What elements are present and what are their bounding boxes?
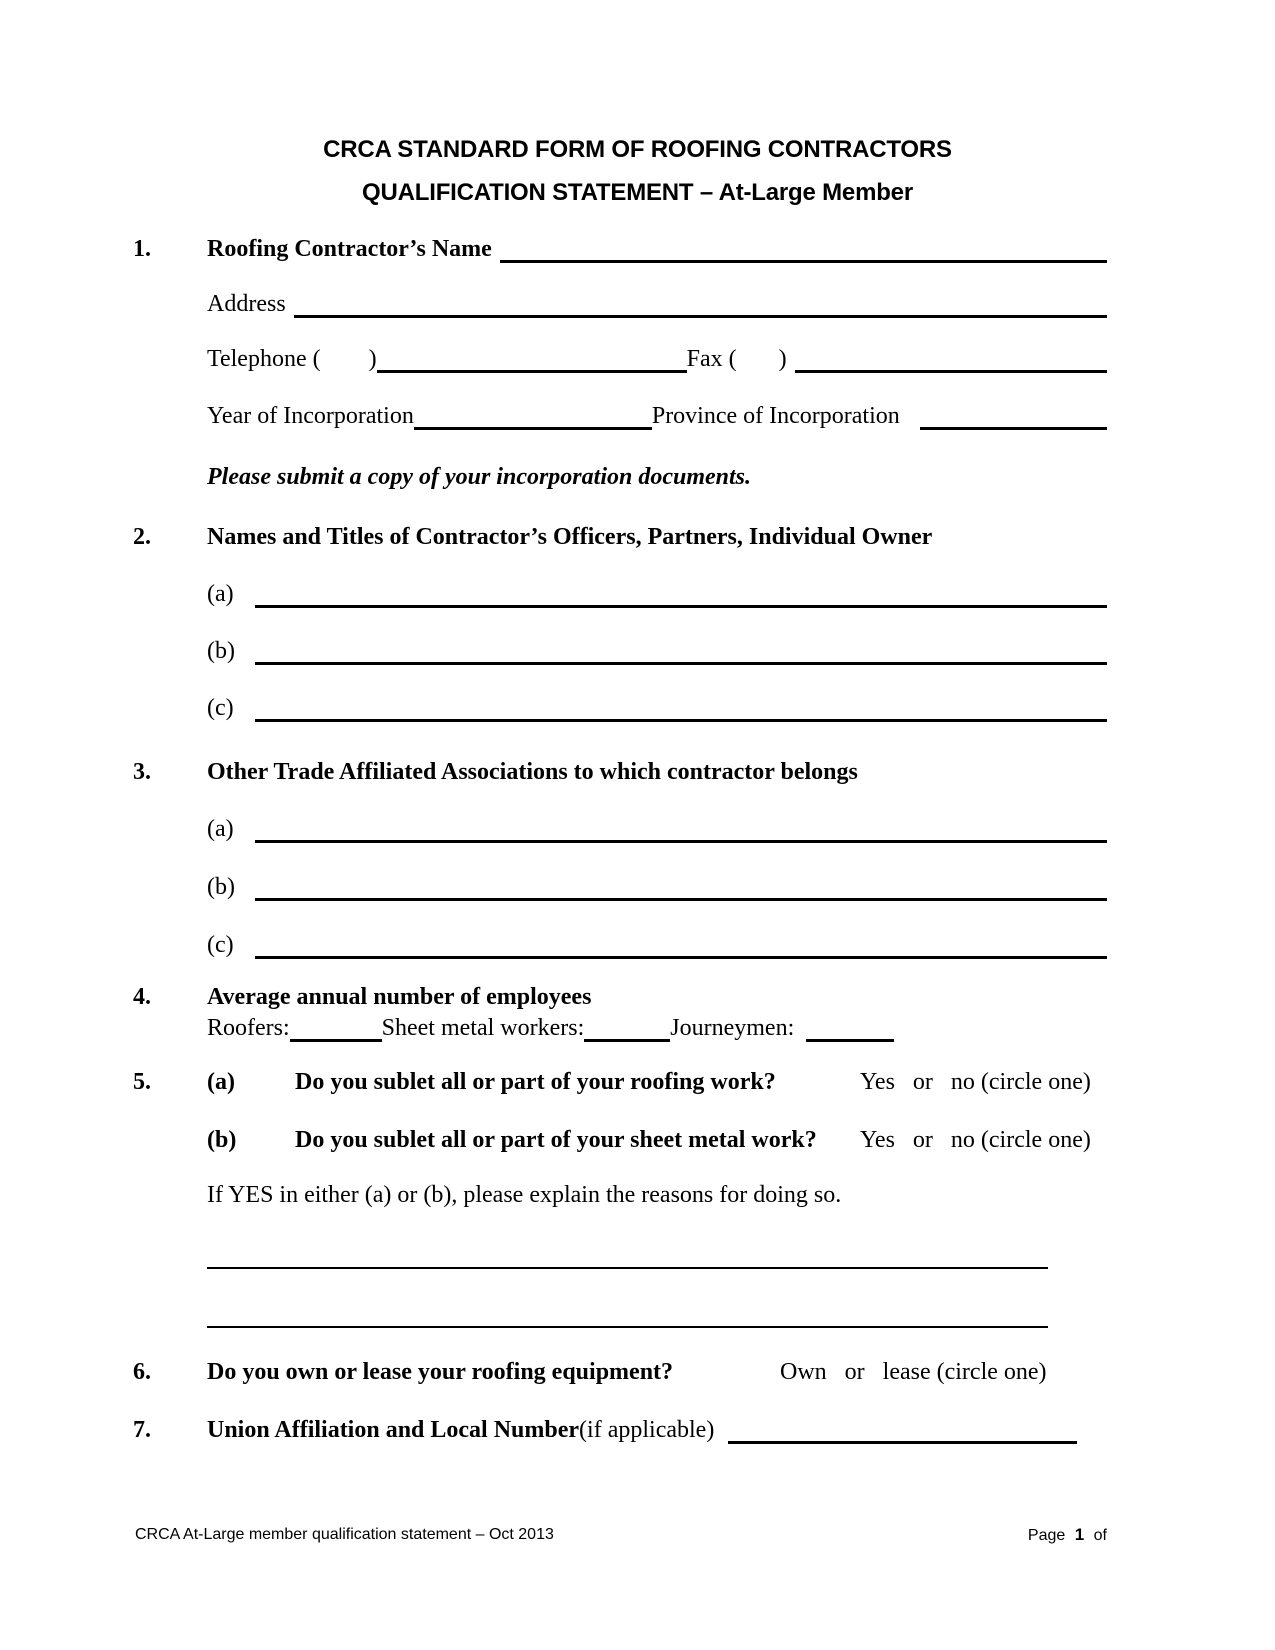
footer-page-indicator [1028, 1524, 1107, 1547]
item-2a-label: (a) [207, 581, 234, 607]
item-6-number: 6. [133, 1359, 151, 1385]
explain-label: If YES in either (a) or (b), please explain the reasons for doing so. [207, 1182, 842, 1208]
incorporation-note: Please submit a copy of your incorporation documents. [207, 464, 752, 490]
item-5a-label: (a) [207, 1069, 235, 1095]
num-spacer [133, 637, 207, 665]
item-2b-row [133, 637, 1107, 665]
item-5b-options[interactable]: Yes or no (circle one) [860, 1127, 1091, 1153]
incorporation-note-row [133, 463, 1107, 491]
footer-page-number: 1 [1074, 1525, 1085, 1544]
num-spacer [133, 931, 207, 959]
num-spacer [133, 1014, 207, 1042]
num-spacer [133, 694, 207, 722]
item-7-row [133, 1416, 1107, 1444]
title-line-2: QUALIFICATION STATEMENT – At-Large Member [362, 179, 913, 206]
fax-label: Fax ( ) [686, 346, 787, 372]
union-affiliation-blank[interactable] [728, 1416, 1077, 1444]
title-line-1: CRCA STANDARD FORM OF ROOFING CONTRACTORS [323, 136, 952, 163]
num-spacer [133, 1126, 207, 1154]
item-4-row [133, 983, 1107, 1011]
fax-blank[interactable] [795, 345, 1107, 373]
footer-page-suffix: of [1093, 1527, 1107, 1544]
address-label: Address [207, 291, 286, 317]
num-spacer [133, 873, 207, 901]
item-2b-label: (b) [207, 638, 235, 664]
item-5a-row [133, 1068, 1107, 1096]
document-title [0, 128, 1275, 214]
association-c-blank[interactable] [255, 931, 1107, 959]
item-3-label: Other Trade Affiliated Associations to which contractor belongs [207, 759, 858, 785]
num-spacer [133, 463, 207, 491]
item-3c-row [133, 931, 1107, 959]
footer-document-name: CRCA At-Large member qualification statement – Oct 2013 [135, 1526, 554, 1543]
province-incorporation-blank[interactable] [920, 402, 1107, 430]
item-3-number: 3. [133, 759, 151, 785]
contractor-name-blank[interactable] [500, 235, 1107, 263]
item-6-options[interactable]: Own or lease (circle one) [780, 1359, 1047, 1385]
sheet-metal-workers-label: Sheet metal workers: [381, 1015, 585, 1041]
journeymen-blank[interactable] [806, 1014, 894, 1042]
item-7-number: 7. [133, 1417, 151, 1443]
item-4-label: Average annual number of employees [207, 984, 592, 1010]
telephone-label: Telephone ( ) [207, 346, 377, 372]
item-3c-label: (c) [207, 932, 234, 958]
page-footer [135, 1524, 1107, 1547]
num-spacer [133, 1181, 207, 1209]
telephone-blank[interactable] [377, 345, 687, 373]
item-3b-label: (b) [207, 874, 235, 900]
item-2c-label: (c) [207, 695, 234, 721]
item-6-row [133, 1358, 1107, 1386]
officer-b-blank[interactable] [255, 637, 1107, 665]
item-1-label: Roofing Contractor’s Name [207, 236, 492, 262]
item-5b-question: Do you sublet all or part of your sheet metal work? [295, 1127, 817, 1153]
item-6-label: Do you own or lease your roofing equipment? [207, 1359, 674, 1385]
association-b-blank[interactable] [255, 873, 1107, 901]
item-5a-options[interactable]: Yes or no (circle one) [860, 1069, 1091, 1095]
footer-page-label: Page [1027, 1527, 1066, 1544]
explanation-blank-2[interactable] [207, 1326, 1048, 1328]
address-row [133, 290, 1107, 318]
address-blank[interactable] [294, 290, 1107, 318]
item-7-label: Union Affiliation and Local Number [207, 1417, 580, 1443]
num-spacer [133, 345, 207, 373]
item-2-number: 2. [133, 524, 151, 550]
sheet-metal-workers-blank[interactable] [584, 1014, 670, 1042]
item-2c-row [133, 694, 1107, 722]
item-7-suffix: (if applicable) [579, 1417, 715, 1443]
year-incorporation-label: Year of Incorporation [207, 403, 414, 429]
year-incorporation-blank[interactable] [414, 402, 652, 430]
item-1-row [133, 235, 1107, 263]
item-3-row [133, 758, 1107, 786]
incorporation-row [133, 402, 1107, 430]
item-1-number: 1. [133, 236, 151, 262]
item-5-number: 5. [133, 1069, 151, 1095]
item-5b-label: (b) [207, 1127, 237, 1153]
officer-a-blank[interactable] [255, 580, 1107, 608]
officer-c-blank[interactable] [255, 694, 1107, 722]
journeymen-label: Journeymen: [670, 1015, 795, 1041]
num-spacer [133, 290, 207, 318]
employees-row [133, 1014, 1107, 1042]
num-spacer [133, 815, 207, 843]
item-2-row [133, 523, 1107, 551]
province-incorporation-label: Province of Incorporation [651, 403, 900, 429]
item-5a-question: Do you sublet all or part of your roofing work? [295, 1069, 776, 1095]
explanation-blank-1[interactable] [207, 1267, 1048, 1269]
association-a-blank[interactable] [255, 815, 1107, 843]
telephone-fax-row [133, 345, 1107, 373]
item-3a-label: (a) [207, 816, 234, 842]
item-4-number: 4. [133, 984, 151, 1010]
roofers-label: Roofers: [207, 1015, 290, 1041]
item-3b-row [133, 873, 1107, 901]
item-2-label: Names and Titles of Contractor’s Officers, Partners, Individual Owner [207, 524, 933, 550]
explain-row [133, 1181, 1107, 1209]
item-5b-row [133, 1126, 1107, 1154]
roofers-blank[interactable] [290, 1014, 382, 1042]
item-2a-row [133, 580, 1107, 608]
num-spacer [133, 402, 207, 430]
item-3a-row [133, 815, 1107, 843]
num-spacer [133, 580, 207, 608]
